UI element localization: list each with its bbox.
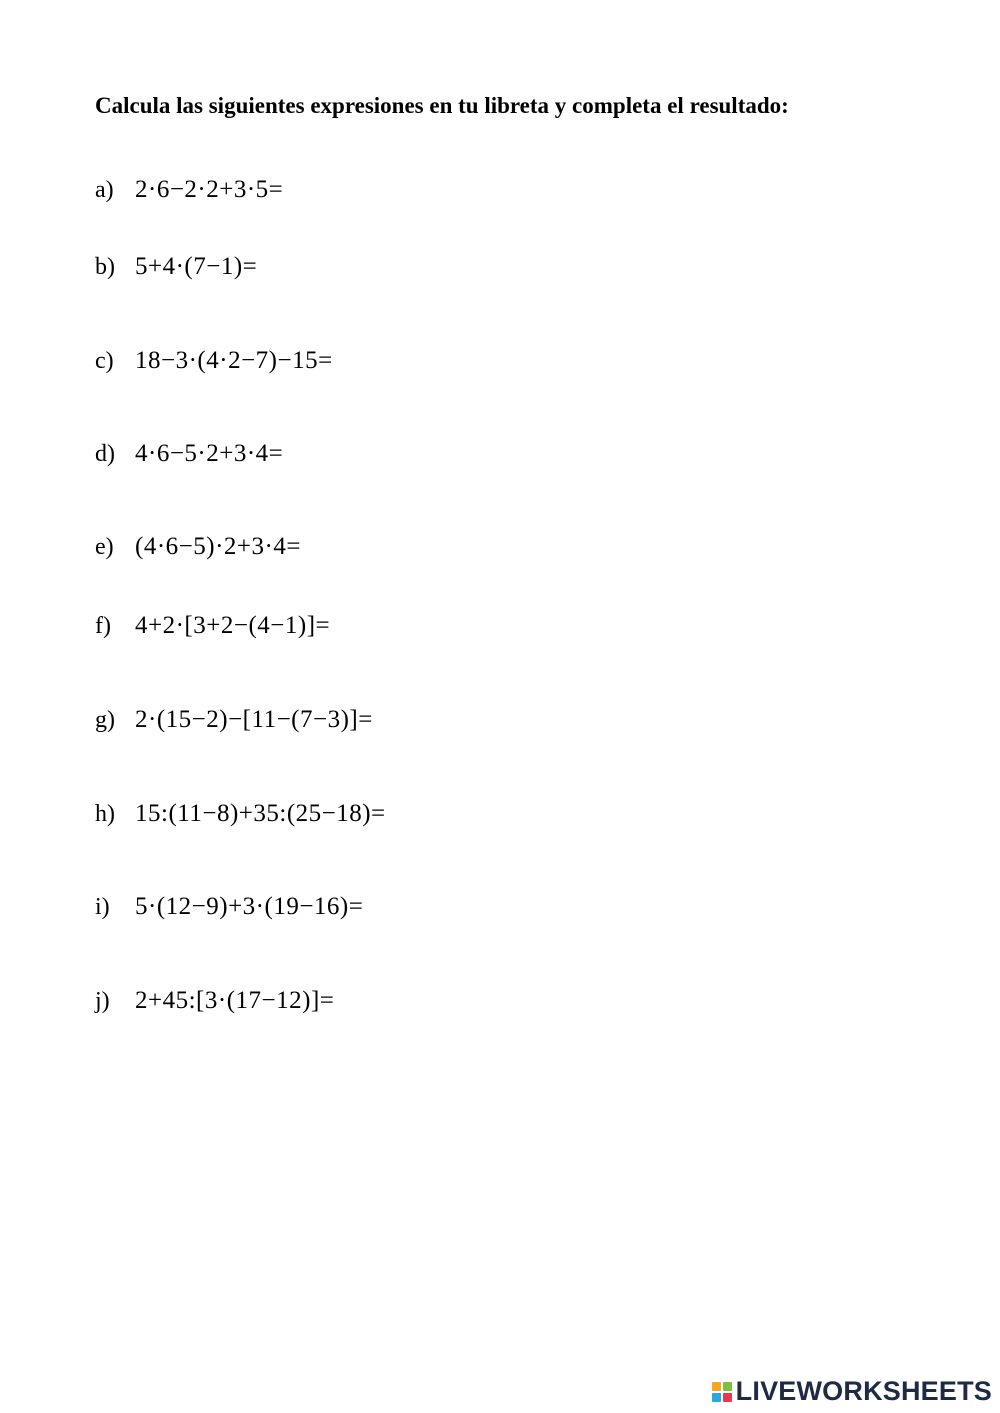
liveworksheets-brand	[712, 1376, 992, 1407]
exercise-expression: 4+2·[3+2−(4−1)]=	[135, 612, 331, 639]
exercise-expression: (4·6−5)·2+3·4=	[135, 533, 301, 560]
exercise-letter: b)	[95, 254, 115, 280]
exercise-letter: a)	[95, 177, 114, 203]
exercise-e	[95, 533, 301, 561]
exercise-expression: 2+45:[3·(17−12)]=	[135, 987, 335, 1014]
liveworksheets-logo-icon	[712, 1382, 732, 1402]
exercise-d	[95, 440, 283, 468]
brand-name: LIVEWORKSHEETS	[735, 1376, 992, 1406]
exercise-letter: j)	[95, 988, 110, 1014]
exercise-expression: 4·6−5·2+3·4=	[135, 440, 284, 467]
exercise-j	[95, 987, 334, 1015]
exercise-letter: i)	[95, 894, 110, 920]
exercise-letter: h)	[95, 801, 115, 827]
exercise-expression: 2·(15−2)−[11−(7−3)]=	[135, 706, 373, 733]
exercise-letter: d)	[95, 441, 115, 467]
exercise-c	[95, 347, 333, 375]
exercise-h	[95, 800, 386, 828]
exercise-f	[95, 612, 330, 640]
exercise-expression: 5·(12−9)+3·(19−16)=	[135, 893, 364, 920]
exercise-a	[95, 176, 283, 204]
instruction-heading: Calcula las siguientes expresiones en tu libreta y completa el resultado:	[95, 93, 789, 118]
exercise-letter: f)	[95, 613, 111, 639]
exercise-letter: g)	[95, 707, 115, 733]
exercise-expression: 15:(11−8)+35:(25−18)=	[135, 800, 386, 827]
exercise-expression: 18−3·(4·2−7)−15=	[135, 347, 333, 374]
exercise-b	[95, 253, 257, 281]
exercise-expression: 2·6−2·2+3·5=	[135, 176, 284, 203]
exercise-letter: c)	[95, 348, 114, 374]
exercise-expression: 5+4·(7−1)=	[135, 253, 258, 280]
exercise-letter: e)	[95, 534, 114, 560]
exercise-i	[95, 893, 363, 921]
exercise-g	[95, 706, 373, 734]
